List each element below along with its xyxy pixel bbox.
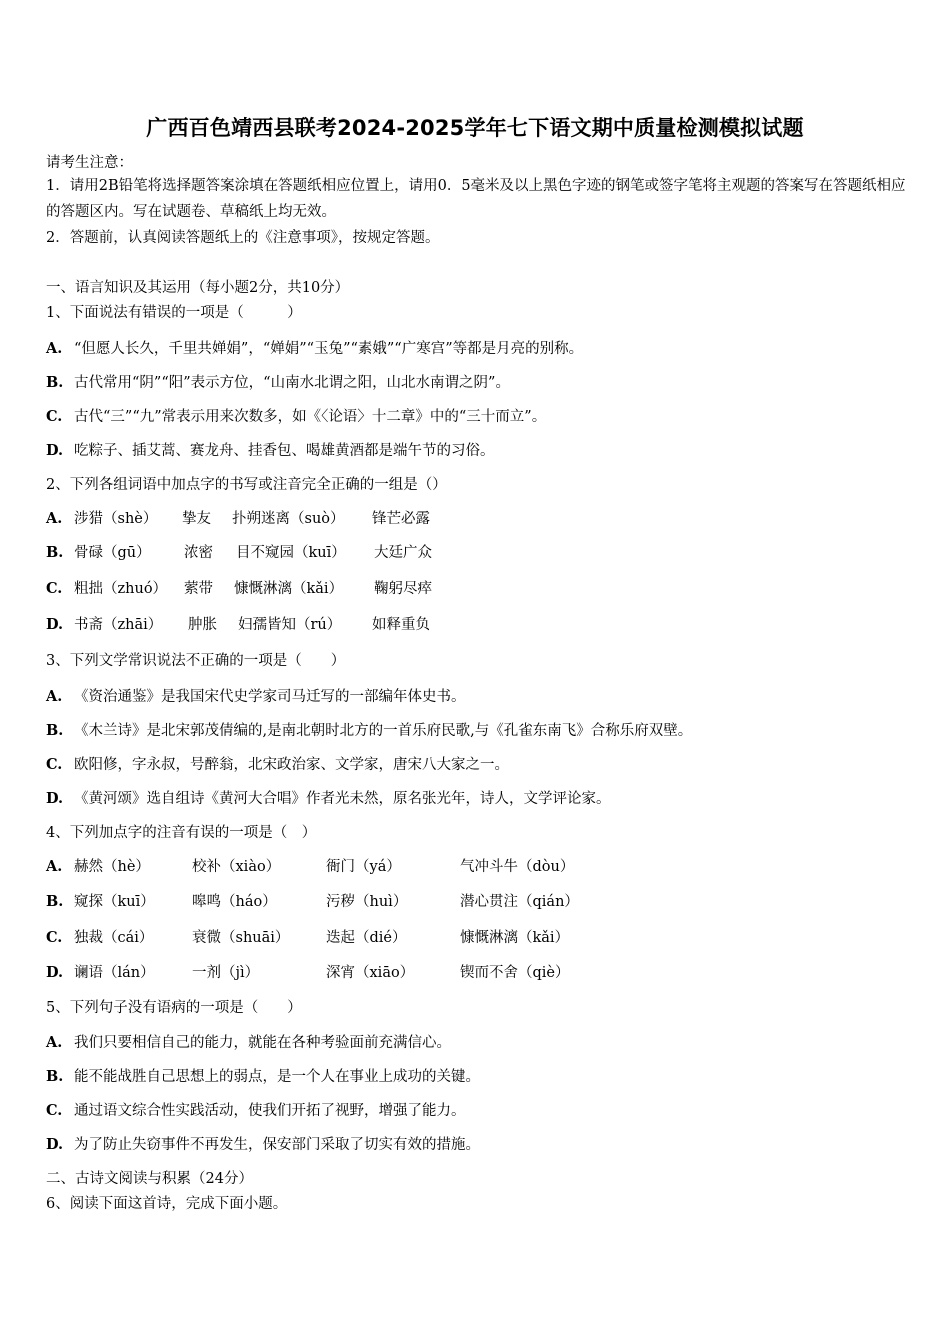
q5-option-d: D. 为了防止失窃事件不再发生，保安部门采取了切实有效的措施。 xyxy=(46,1136,480,1153)
q2-option-c: C. 粗拙（zhuó） 萦带 慷慨淋漓（kǎi） 鞠躬尽瘁 xyxy=(46,580,432,597)
question-stem-3: 3、下列文学常识说法不正确的一项是（ ） xyxy=(46,653,346,669)
notice-heading: 请考生注意： xyxy=(46,155,133,171)
q4-option-d: D. 谰语（lán） 一剂（jì） 深宵（xiāo） 锲而不舍（qiè） xyxy=(46,964,570,981)
q5-option-b: B. 能不能战胜自己思想上的弱点，是一个人在事业上成功的关键。 xyxy=(46,1068,480,1085)
question-stem-4: 4、下列加点字的注音有误的一项是（ ） xyxy=(46,825,317,841)
notice-item-2: 2．答题前，认真阅读答题纸上的《注意事项》，按规定答题。 xyxy=(46,230,440,246)
q3-option-d: D. 《黄河颂》选自组诗《黄河大合唱》作者光未然，原名张光年，诗人，文学评论家。 xyxy=(46,790,611,807)
q2-option-a: A. 涉猎（shè） 挚友 扑朔迷离（suò） 锋芒必露 xyxy=(46,510,430,527)
q1-option-a: A. “但愿人长久，千里共婵娟”，“婵娟”“玉兔”“素娥”“广寒宫”等都是月亮的别称。 xyxy=(46,340,584,357)
section-heading-1: 一、语言知识及其运用（每小题2分，共10分） xyxy=(46,280,350,296)
section-heading-2: 二、古诗文阅读与积累（24分） xyxy=(46,1171,253,1187)
q1-option-b: B. 古代常用“阴”“阳”表示方位，“山南水北谓之阳，山北水南谓之阴”。 xyxy=(46,374,510,391)
q3-option-b: B. 《木兰诗》是北宋郭茂倩编的,是南北朝时北方的一首乐府民歌,与《孔雀东南飞》合称乐府双壁。 xyxy=(46,722,693,739)
question-stem-5: 5、下列句子没有语病的一项是（ ） xyxy=(46,1000,302,1016)
q3-option-c: C. 欧阳修，字永叔，号醉翁，北宋政治家、文学家，唐宋八大家之一。 xyxy=(46,756,509,773)
page-title: 广西百色靖西县联考2024-2025学年七下语文期中质量检测模拟试题 xyxy=(146,116,804,140)
q1-option-c: C. 古代“三”“九”常表示用来次数多，如《〈论语〉十二章》中的“三十而立”。 xyxy=(46,408,547,425)
q4-option-b: B. 窥探（kuī） 嗥鸣（háo） 污秽（huì） 潜心贯注（qián） xyxy=(46,893,579,910)
question-stem-6: 6、阅读下面这首诗，完成下面小题。 xyxy=(46,1196,288,1212)
q5-option-a: A. 我们只要相信自己的能力，就能在各种考验面前充满信心。 xyxy=(46,1034,451,1051)
q4-option-a: A. 赫然（hè） 校补（xiào） 衙门（yá） 气冲斗牛（dòu） xyxy=(46,858,575,875)
q5-option-c: C. 通过语文综合性实践活动，使我们开拓了视野，增强了能力。 xyxy=(46,1102,466,1119)
question-stem-1: 1、下面说法有错误的一项是（ ） xyxy=(46,305,302,321)
question-stem-2: 2、下列各组词语中加点字的书写或注音完全正确的一组是（） xyxy=(46,477,447,493)
q4-option-c: C. 独裁（cái） 衰微（shuāi） 迭起（dié） 慷慨淋漓（kǎi） xyxy=(46,929,570,946)
notice-item-1: 1．请用2B铅笔将选择题答案涂填在答题纸相应位置上，请用0．5毫米及以上黑色字迹的钢笔或签字笔将主观题的答案写在答题纸相应的答题区内。写在试题卷、草稿纸上均无效。 xyxy=(46,178,906,220)
q3-option-a: A. 《资治通鉴》是我国宋代史学家司马迁写的一部编年体史书。 xyxy=(46,688,466,705)
q2-option-b: B. 骨碌（gū） 浓密 目不窥园（kuī） 大廷广众 xyxy=(46,544,432,561)
q1-option-d: D. 吃粽子、插艾蒿、赛龙舟、挂香包、喝雄黄酒都是端午节的习俗。 xyxy=(46,442,495,459)
q2-option-d: D. 书斋（zhāi） 肿胀 妇孺皆知（rú） 如释重负 xyxy=(46,616,430,633)
